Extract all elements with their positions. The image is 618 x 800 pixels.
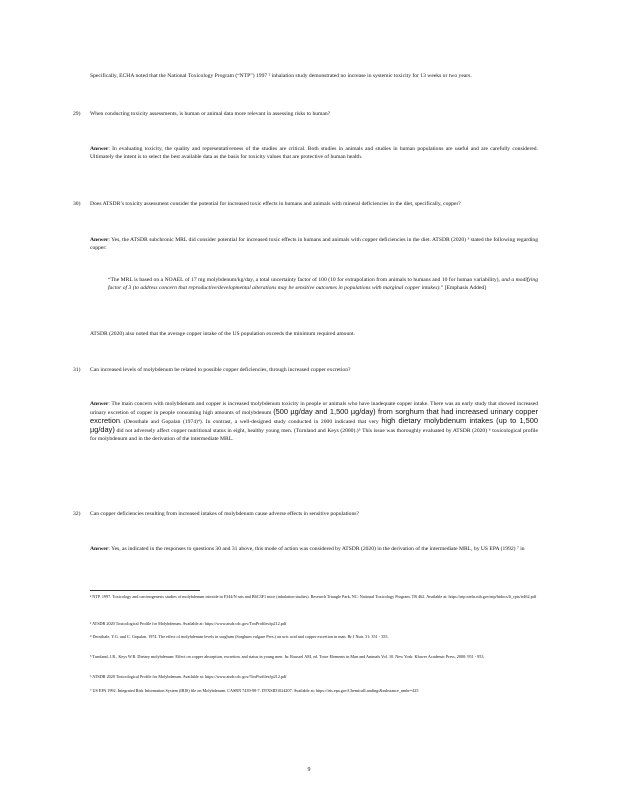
- footnote-7: ⁷ US EPA 1992. Integrated Risk Information System (IRIS) file on Molybdenum. CASRN 7439-98-7. DTXSID1024207. Available at: https://iris.epa.gov/ChemicalLanding/&substance_nmbr=425: [90, 688, 419, 693]
- answer-32-text: : Yes, as indicated in the responses to questions 30 and 31 above, this mode of action was considered by ATSDR (2020) in the derivation of the intermediate MRL, by US EPA (1992) ⁷ in: [108, 546, 525, 552]
- answer-31-text-1: : The main concern with molybdenum and copper is increased molybdenum toxicity in people or animals who have inadequate copper intake. There was an early study that showed increased urinary excretion of copper in people consuming high amounts of molybdenum: [90, 401, 538, 416]
- question-29-number: 29): [73, 111, 81, 117]
- intro-paragraph: Specifically, ECHA noted that the National Toxicology Program (“NTP”) 1997 ² inhalation study demonstrated no increase in systemic toxicity for 13 weeks or two years.: [90, 73, 472, 79]
- footnote-3: ³ ATSDR 2020 Toxicological Profile for Molybdenum. Available at: https://www.atsdr.cdc.gov/ToxProfiles/tp212.pdf: [90, 621, 287, 626]
- footnote-5: ⁵ Turnland, J.R., Keys W.R. Dietary molybdenum: Effect on copper absorption, excretion, and status in young men. In: Roussel AM, ed. Trace Elements in Man and Animals Vol. 10. New York: Kluwer Academic Press, 2000: 951 - 953.: [90, 654, 485, 659]
- answer-31-highlight-2: high dietary molybdenum intakes (up to 1,500 µg/day): [90, 416, 538, 434]
- question-30-text: Does ATSDR’s toxicity assessment consider the potential for increased toxic effects in humans and animals with mineral deficiencies in the diet, specifically, copper?: [90, 201, 461, 207]
- answer-30-quote: [108, 276, 538, 292]
- question-30-number: 30): [73, 201, 81, 207]
- question-32-text: Can copper deficiencies resulting from increased intakes of molybdenum cause adverse effects in sensitive populations?: [90, 511, 359, 517]
- answer-31-label: Answer: [90, 401, 109, 407]
- question-31-text: Can increased levels of molybdenum be related to possible copper deficiencies, through increased copper excretion?: [90, 367, 351, 373]
- answer-32: [90, 545, 538, 553]
- answer-31-highlight: (500 µg/day and 1,500 µg/day) from sorghum that had increased urinary copper excretion: [90, 407, 539, 425]
- question-32-number: 32): [73, 511, 81, 517]
- footnote-2: ² NTP. 1997. Toxicology and carcinogenesis studies of molybdenum trioxide in F344/N rats and B6C3F1 mice (inhalation studies). Research Triangle Park, NC: National Toxicology Program. TR 462. Available at: https://ntp.niehs.nih.gov/ntp/htdocs/lt_rpts/tr462.pdf: [90, 594, 537, 599]
- answer-30: [90, 236, 538, 252]
- quote-italic-text: and a modifying factor of 3 (to address concern that reproductive/developmental alterations may be sensitive outcomes in populations with marginal copper intakes).: [108, 277, 538, 291]
- answer-29-label: Answer: [90, 146, 109, 152]
- answer-31-text-3: did not adversely affect copper nutritional status in eight, healthy young men. (Turnland and Keys (2000).)⁵ This issue was thoroughly evaluated by ATSDR (2020) ⁶ toxicological profile for molybdenum and in the derivation of the intermediate MRL.: [90, 428, 538, 442]
- quote-tail-text: ” [Emphasis Added]: [440, 285, 487, 291]
- question-31-number: 31): [73, 367, 81, 373]
- footnote-4: ⁴ Deosthale, Y.G. and C. Gopalan. 1974. The effect of molybdenum levels in sorghum (Sorghum vulgare Pers.) on uric acid and copper excretion in man. Br J Nutr. 31: 351 - 355.: [90, 634, 389, 639]
- page-number: 9: [307, 767, 311, 773]
- answer-30-label: Answer: [90, 237, 109, 243]
- footnote-divider: [90, 590, 200, 591]
- answer-31: [90, 400, 538, 443]
- question-29-text: When conducting toxicity assessments, is human or animal data more relevant in assessing risks to human?: [90, 111, 331, 117]
- answer-32-label: Answer: [90, 546, 109, 552]
- answer-31-text-2: . (Deosthale and Gopalan (1974)⁴). In contrast, a well-designed study conducted in 2000 indicated that very: [120, 419, 379, 425]
- answer-30-text: : Yes, the ATSDR subchronic MRL did consider potential for increased toxic effects in humans and animals with copper deficiencies in the diet. ATSDR (2020) ³ stated the following regarding copper:: [90, 237, 538, 251]
- quote-plain-text: “The MRL is based on a NOAEL of 17 mg molybdenum/kg/day, a total uncertainty factor of 100 (10 for extrapolation from animals to humans and 10 for human variability),: [108, 277, 500, 283]
- answer-29: [90, 145, 538, 161]
- answer-29-text: : In evaluating toxicity, the quality and representativeness of the studies are critical. Both studies in animals and studies in human populations are useful and are carefully considered. Ultimately the intent is to select the best available data as the basis for toxicity values that are protective of human health.: [90, 146, 538, 160]
- answer-30-followup: ATSDR (2020) also noted that the average copper intake of the US population exceeds the minimum required amount.: [90, 331, 356, 337]
- footnote-6: ⁶ ATSDR 2020 Toxicological Profile for Molybdenum. Available at: https://www.atsdr.cdc.gov/ToxProfiles/tp212.pdf: [90, 674, 287, 679]
